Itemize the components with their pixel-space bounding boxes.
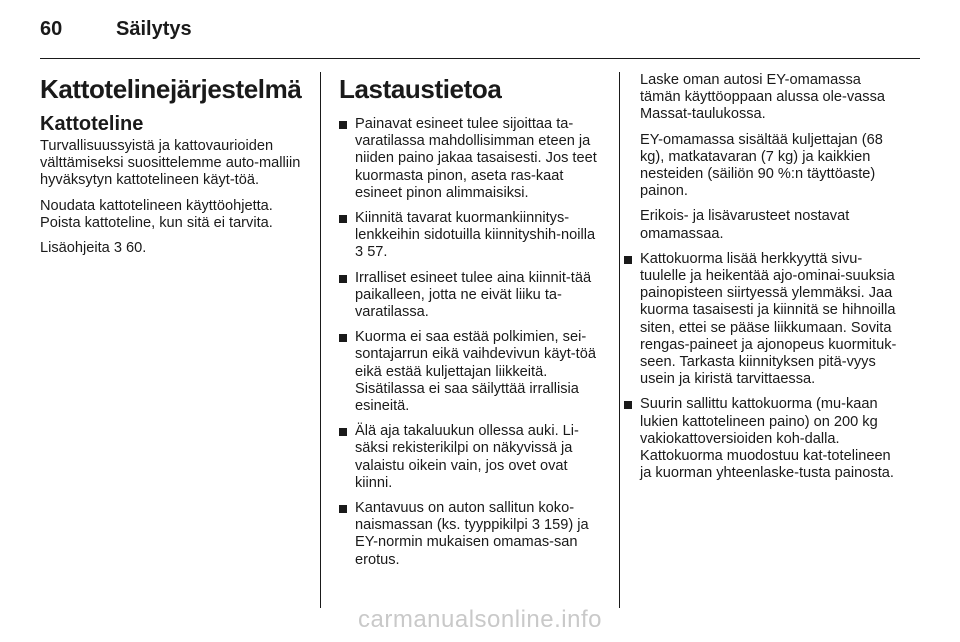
column-1: [40, 66, 308, 265]
column-divider-1: [320, 72, 321, 608]
header-divider: [40, 58, 920, 59]
bullet-square-icon: [339, 215, 347, 223]
section-title-loading-info: Lastaustietoa: [339, 74, 502, 104]
paragraph: Noudata kattotelineen käyttöohjetta. Poista kattoteline, kun sitä ei tarvita.: [40, 197, 273, 231]
page-ref-icon: 3: [113, 240, 122, 257]
page-ref-icon: 3: [355, 244, 364, 261]
page-number: 60: [40, 18, 63, 40]
section-title-roof-rack-system: Kattotelinejärjestelmä: [40, 74, 302, 104]
page-reference-link[interactable]: 159): [544, 517, 574, 534]
bullet-square-icon: [624, 256, 632, 264]
list-item: Älä aja takaluukun ollessa auki. Li-säksi rekisterikilpi on näkyvissä ja valaistu oikein vain, jos ovet ovat kiinni.: [339, 423, 605, 492]
page-reference-link[interactable]: 57.: [367, 244, 388, 261]
reference-text: Lisäohjeita: [40, 240, 110, 257]
watermark: carmanualsonline.info: [358, 606, 602, 633]
list-item: Kiinnitä tavarat kuormankiinnitys-lenkkeihin sidotuilla kiinnityshih-noilla 3 57.: [339, 210, 605, 262]
list-item: Irralliset esineet tulee aina kiinnit-tää paikalleen, jotta ne eivät liiku ta-varatilassa.: [339, 270, 605, 322]
list-item: Kuorma ei saa estää polkimien, sei-sontajarrun eikä vaihdevivun käyt-töä eikä estää kuljettajan liikkeitä. Sisätilassa ei saa säilyttää irrallisia esineitä.: [339, 329, 605, 415]
page-header: [40, 18, 192, 48]
list-item: Kantavuus on auton sallitun koko-naismassan (ks. tyyppikilpi 3 159) ja EY-normin mukaisen omamas-san erotus.: [339, 500, 605, 569]
subsection-title-roof-rack: Kattoteline: [40, 113, 144, 135]
bullet-list: [624, 251, 904, 483]
page-reference-link[interactable]: 60.: [126, 240, 147, 257]
paragraph: Turvallisuussyistä ja kattovaurioiden välttämiseksi suosittelemme auto-malliin hyväksytyn kattotelineen käyt-töä.: [40, 138, 301, 189]
bullet-square-icon: [624, 401, 632, 409]
bullet-list: [339, 116, 605, 569]
bullet-square-icon: [339, 428, 347, 436]
list-item: Painavat esineet tulee sijoittaa ta-varatilassa mahdollisimman eteen ja niiden paino jakaa tasaisesti. Jos teet kuormasta pinon, aseta ras-kaat esineet pinon alimmaisiksi.: [339, 116, 605, 202]
bullet-square-icon: [339, 121, 347, 129]
continued-paragraph: Erikois- ja lisävarusteet nostavat omamassaa.: [640, 208, 850, 242]
continued-paragraph: EY-omamassa sisältää kuljettajan (68 kg), matkatavaran (7 kg) ja kaikkien nesteiden (säiliön 90 %:n täyttöaste) painon.: [640, 131, 883, 200]
bullet-square-icon: [339, 334, 347, 342]
column-divider-2: [619, 72, 620, 608]
bullet-square-icon: [339, 275, 347, 283]
continued-paragraph: Laske oman autosi EY-omamassa tämän käyttöoppaan alussa ole-vassa Massat-taulukossa.: [640, 72, 886, 123]
list-item: Suurin sallittu kattokuorma (mu-kaan lukien kattotelineen paino) on 200 kg vakiokattoversioiden koh-dalla. Kattokuorma muodostuu kat-totelineen ja kuorman yhteenlaske-tusta painosta.: [624, 396, 904, 482]
bullet-square-icon: [339, 505, 347, 513]
paragraph-reference: [40, 240, 308, 257]
chapter-title: Säilytys: [116, 18, 192, 40]
column-2: [339, 66, 605, 577]
column-3: [624, 66, 904, 490]
list-item: Kattokuorma lisää herkkyyttä sivu-tuulelle ja heikentää ajo-ominai-suuksia painopisteen siirtyessä ylemmäksi. Jaa kuorma tasaisesti ja kiinnitä se hihnoilla siten, ettei se pääse liikkumaan. Sovita rengas-paineet ja ajonopeus kuormituk-seen. Tarkasta kiinnityksen pitä-vyys usein ja kiristä tarvittaessa.: [624, 251, 904, 389]
page-ref-icon: 3: [531, 517, 540, 534]
